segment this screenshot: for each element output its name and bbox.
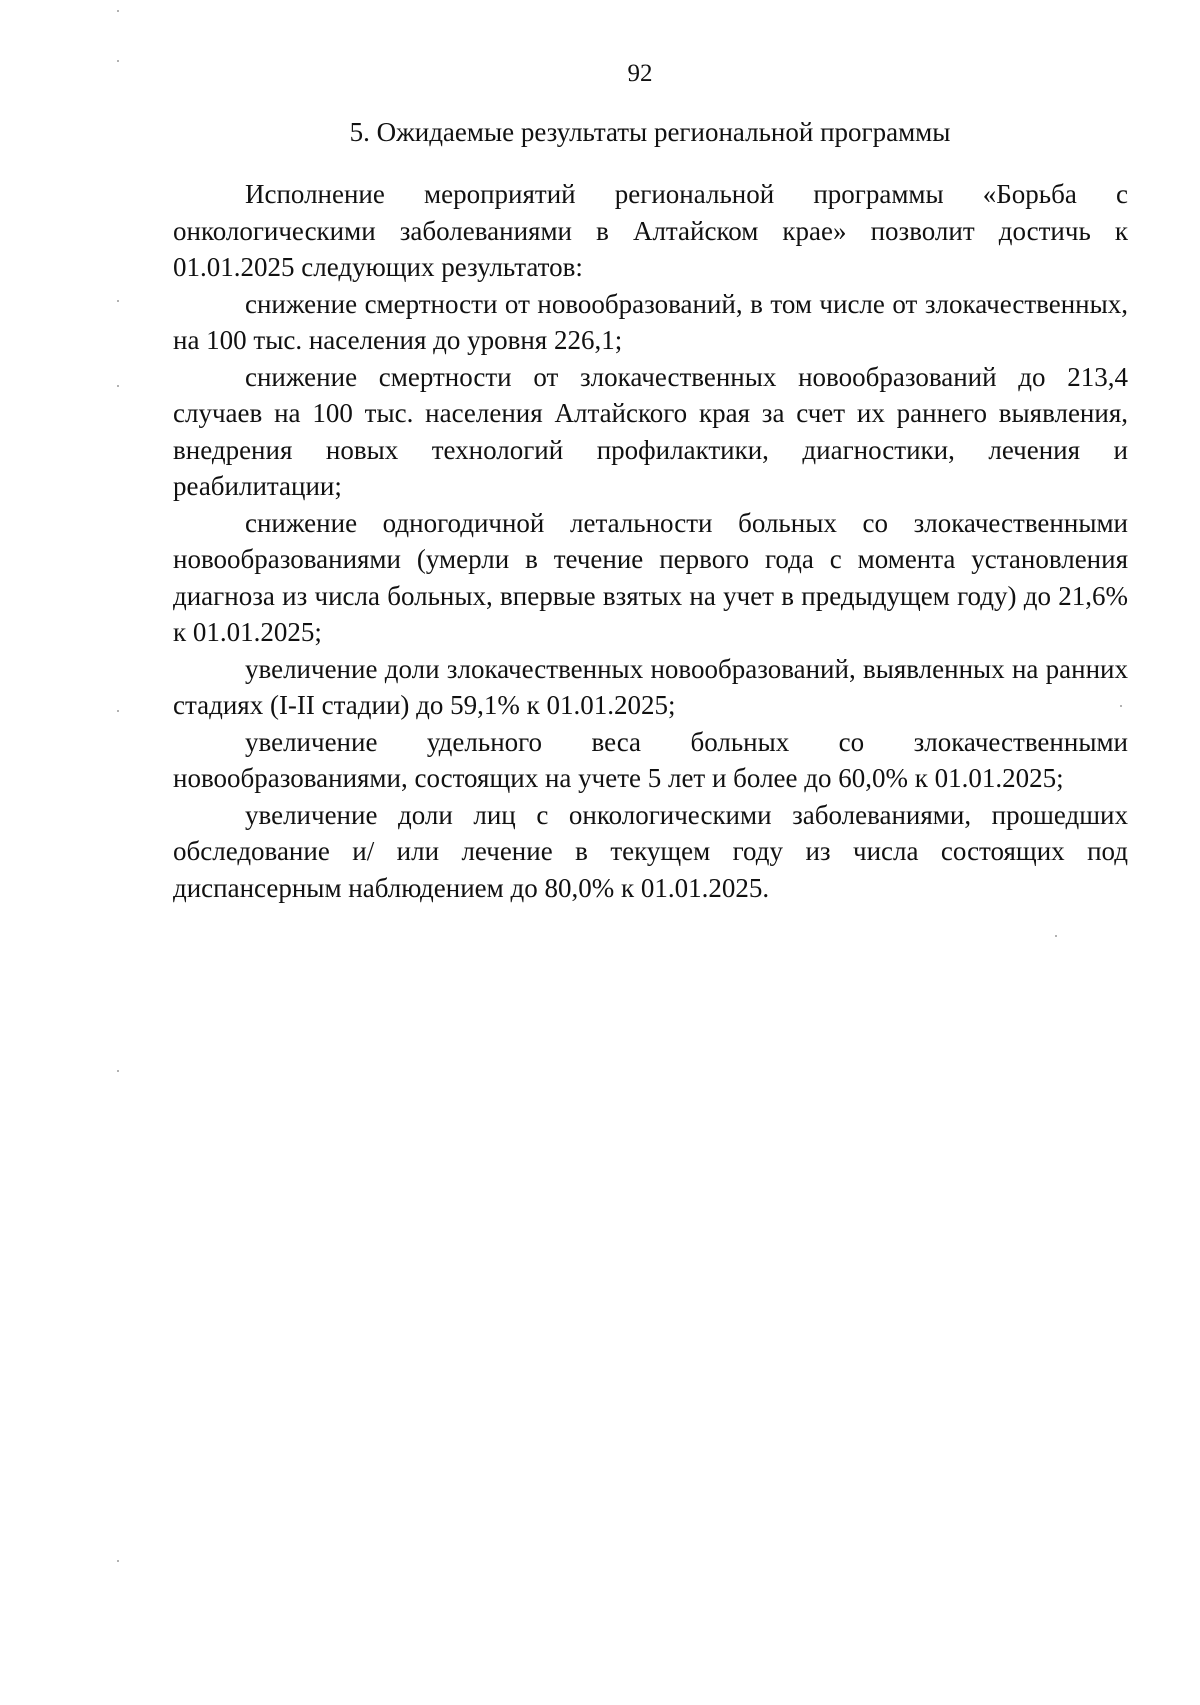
paragraph-result-4: увеличение доли злокачественных новообразований, выявленных на ранних стадиях (I-II стадии) до 59,1% к 01.01.2025;	[173, 653, 1128, 720]
section-title: 5. Ожидаемые результаты региональной программы	[349, 117, 951, 147]
scan-speck	[117, 10, 119, 12]
paragraph-result-3: снижение одногодичной летальности больных со злокачественными новообразованиями (умерли в течение первого года с момента установления диагноза из числа больных, впервые взятых на учет в предыдущем году) до 21,6% к 01.01.2025;	[173, 507, 1128, 647]
paragraph-result-1: снижение смертности от новообразований, в том числе от злокачественных, на 100 тыс. населения до уровня 226,1;	[173, 288, 1128, 355]
paragraph-result-2: снижение смертности от злокачественных новообразований до 213,4 случаев на 100 тыс. населения Алтайского края за счет их раннего выявления, внедрения новых технологий профилактики, диагностики, лечения и реабилитации;	[173, 361, 1128, 501]
scan-speck	[117, 385, 119, 387]
scan-speck	[117, 1070, 119, 1072]
body-text	[173, 176, 1128, 906]
scan-speck	[1055, 935, 1057, 937]
scan-speck	[117, 710, 119, 712]
scan-speck	[1120, 705, 1122, 707]
scan-speck	[117, 1560, 119, 1562]
paragraph-result-5: увеличение удельного веса больных со злокачественными новообразованиями, состоящих на учете 5 лет и более до 60,0% к 01.01.2025;	[173, 726, 1128, 793]
scan-speck	[117, 60, 119, 62]
paragraph-intro: Исполнение мероприятий региональной программы «Борьба с онкологическими заболеваниями в Алтайском крае» позволит достичь к 01.01.2025 следующих результатов:	[173, 179, 1128, 282]
scan-speck	[117, 300, 119, 302]
paragraph-result-6: увеличение доли лиц с онкологическими заболеваниями, прошедших обследование и/ или лечение в текущем году из числа состоящих под диспансерным наблюдением до 80,0% к 01.01.2025.	[173, 799, 1128, 903]
page-number: 92	[627, 60, 653, 87]
